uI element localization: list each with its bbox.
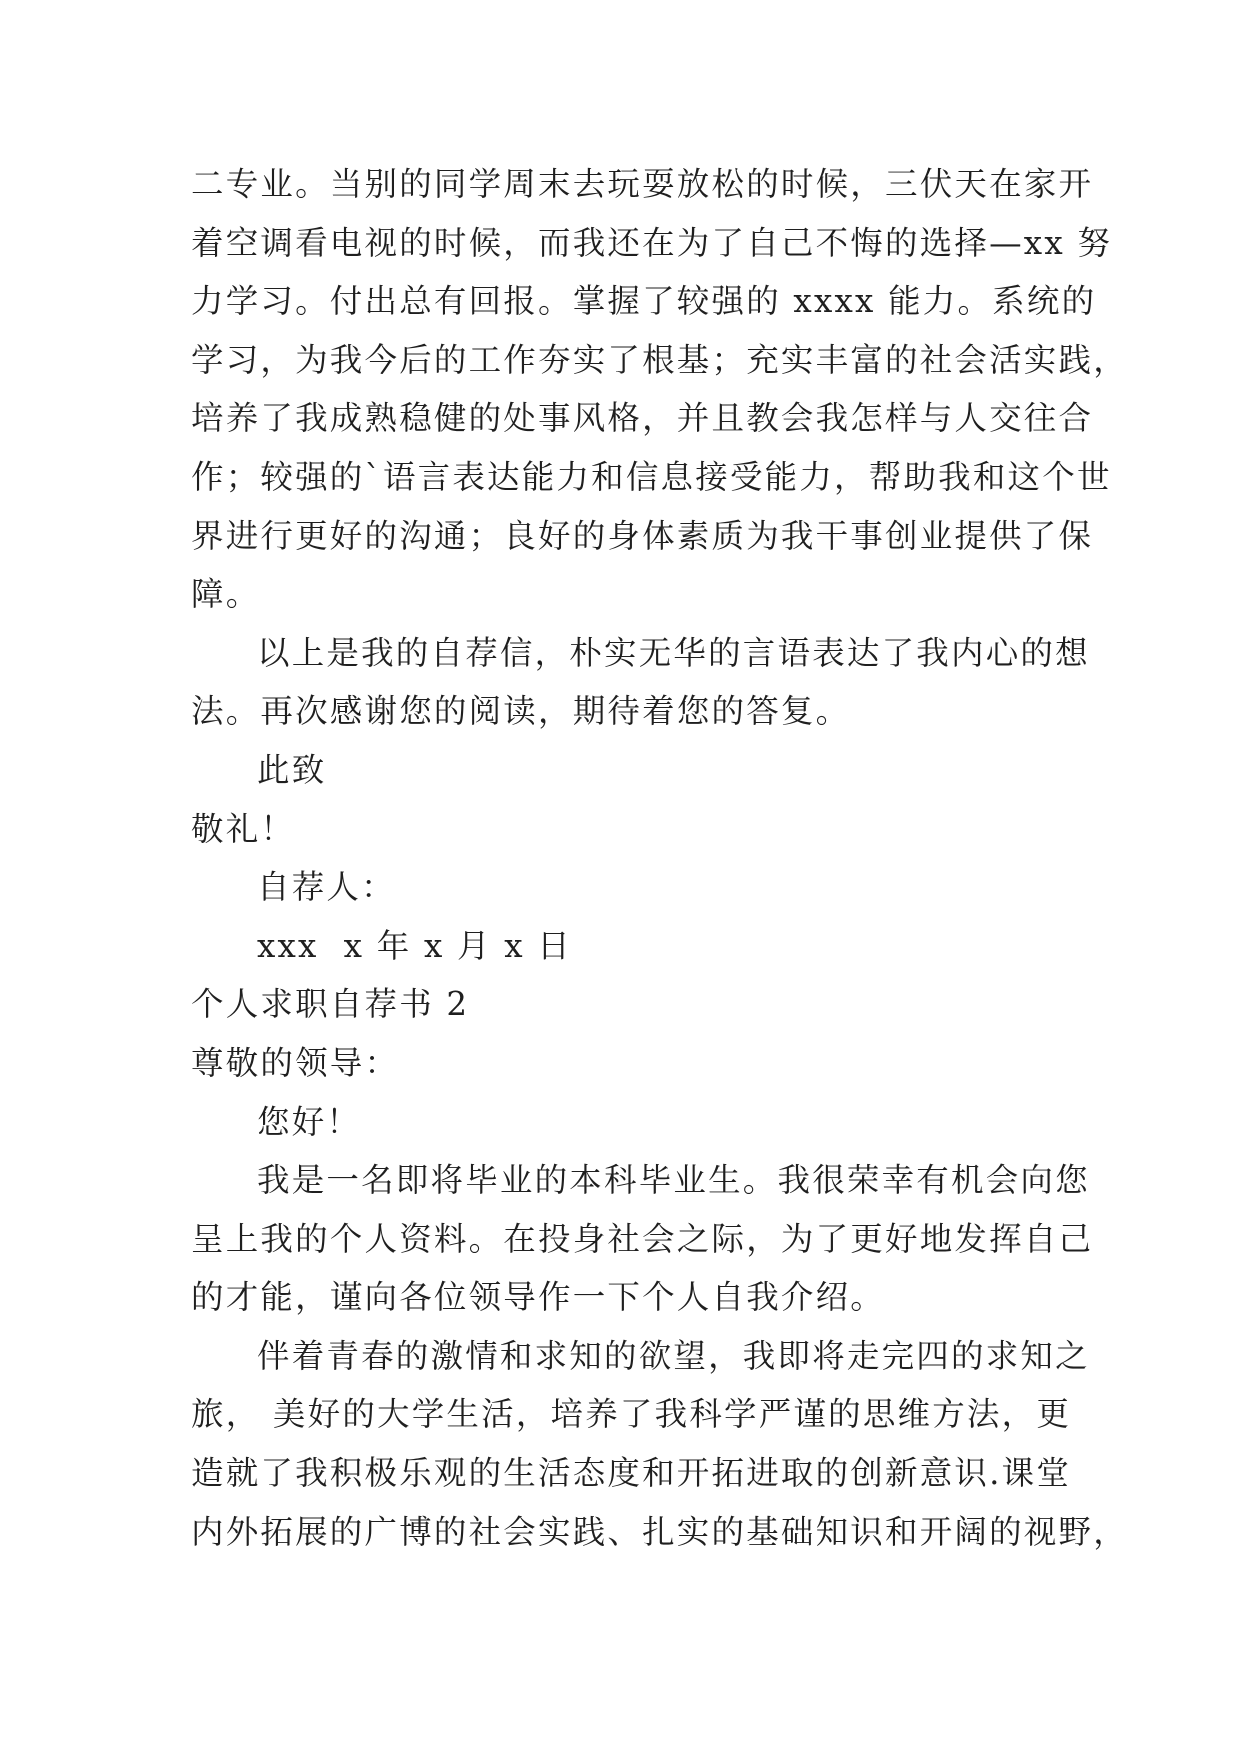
- text-line: 旅， 美好的大学生活，培养了我科学严谨的思维方法，更: [191, 1395, 1072, 1434]
- text-line: 内外拓展的广博的社会实践、扎实的基础知识和开阔的视野，: [191, 1512, 1128, 1551]
- text-line: 障。: [191, 575, 261, 614]
- text-line: 呈上我的个人资料。在投身社会之际，为了更好地发挥自己: [191, 1219, 1094, 1258]
- signature-date: xxx x 年 x 月 x 日: [257, 926, 572, 965]
- document-body: [191, 155, 1128, 1561]
- text-line: 作；较强的`语言表达能力和信息接受能力，帮助我和这个世: [191, 457, 1112, 496]
- text-line: 二专业。当别的同学周末去玩耍放松的时候，三伏天在家开: [191, 165, 1094, 203]
- paragraph-start-line: 伴着青春的激情和求知的欲望，我即将走完四的求知之: [257, 1336, 1090, 1375]
- text-line: 着空调看电视的时候，而我还在为了自己不悔的选择—xx 努: [191, 223, 1113, 262]
- letter-greeting: 您好！: [257, 1102, 362, 1141]
- paragraph-start-line: 我是一名即将毕业的本科毕业生。我很荣幸有机会向您: [257, 1161, 1090, 1200]
- text-line: 的才能，谨向各位领导作一下个人自我介绍。: [191, 1278, 886, 1317]
- paragraph-start-line: 以上是我的自荐信，朴实无华的言语表达了我内心的想: [257, 633, 1090, 672]
- text-line: 造就了我积极乐观的生活态度和开拓进取的创新意识.课堂: [191, 1454, 1072, 1493]
- text-line: 力学习。付出总有回报。掌握了较强的 xxxx 能力。系统的: [191, 282, 1097, 321]
- section-title: 个人求职自荐书 2: [191, 985, 470, 1024]
- signature-label: 自荐人：: [257, 868, 396, 907]
- text-line: 界进行更好的沟通；良好的身体素质为我干事创业提供了保: [191, 516, 1094, 555]
- letter-greeting-recipient: 尊敬的领导：: [191, 1043, 400, 1082]
- closing-salutation: 此致: [257, 750, 327, 789]
- text-line: 学习，为我今后的工作夯实了根基；充实丰富的社会活实践，: [191, 340, 1128, 379]
- text-line: 培养了我成熟稳健的处事风格，并且教会我怎样与人交往合: [191, 399, 1094, 438]
- closing-regards: 敬礼！: [191, 809, 296, 848]
- text-line: 法。再次感谢您的阅读，期待着您的答复。: [191, 692, 851, 731]
